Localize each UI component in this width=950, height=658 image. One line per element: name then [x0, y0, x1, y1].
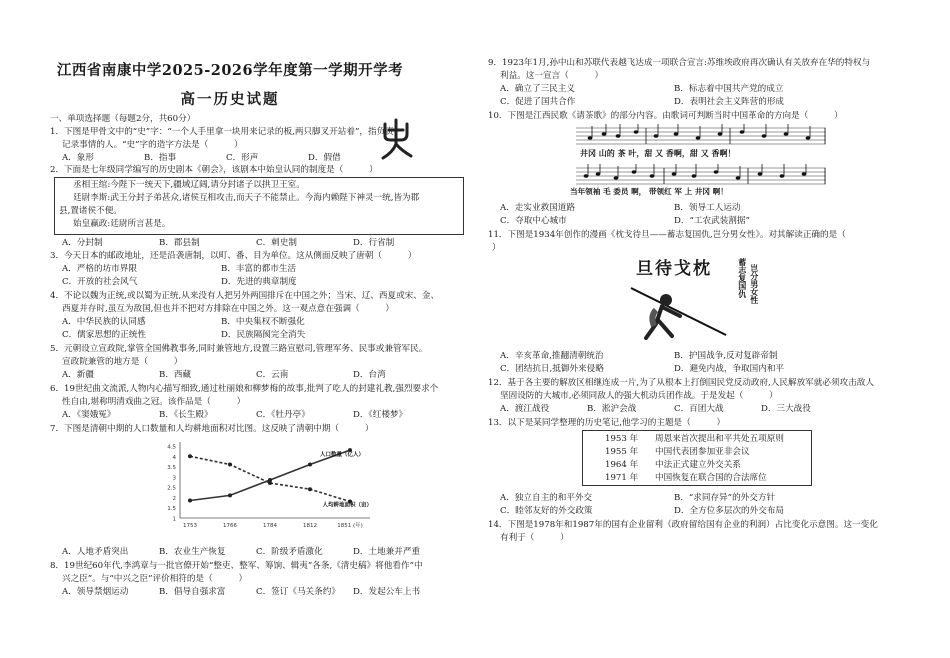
- q9-stem: 9．1923年1月,孙中山和苏联代表越飞达成一项联合宣言:苏维埃政府再次确认有关放弃在华的特权与: [488, 58, 871, 68]
- q10-option-c[interactable]: C．夺取中心城市: [500, 216, 567, 226]
- q5-option-a[interactable]: A．新疆: [62, 370, 94, 380]
- q11-options-2: [488, 363, 848, 376]
- q3-options-2: [50, 276, 380, 289]
- q11-cartoon-side-2: 岂分男女性: [749, 264, 760, 304]
- q10-option-b[interactable]: B．领导工人运动: [674, 203, 741, 213]
- q13-note-event: 中法正式建立外交关系: [655, 460, 741, 470]
- y-tick-label: 1: [172, 516, 176, 523]
- q5-stem-2: 宣政院兼管的地方是（ ）: [62, 357, 183, 367]
- q11-cartoon-side-1: 蓄志复国仇: [737, 258, 748, 298]
- q13-option-b[interactable]: B．“求同存异”的外交方针: [674, 493, 776, 503]
- q13-stem: 13．以下是某同学整理的历史笔记,他学习的主题是（ ）: [488, 418, 726, 428]
- q5-stem: 5．元朝设立宣政院,掌管全国佛教事务,同时兼管地方,设置三路宣慰司,管理军务、民事或兼管军民。: [50, 344, 428, 354]
- q6-option-c[interactable]: C．《牡丹亭》: [256, 410, 310, 420]
- q11-cartoon-banner: 旦待戈枕: [636, 259, 712, 279]
- q1-option-a[interactable]: A．象形: [62, 153, 94, 163]
- q6-stem: 6．19世纪曲文流派,人物内心描写细致,通过杜丽娘和柳梦梅的故事,批判了吃人的封建礼教,强烈要求个: [50, 384, 439, 394]
- q13-note-year: 1955 年: [605, 447, 639, 457]
- q10-lyrics-1: 井冈 山的 茶 叶，甜 又 香啊，甜 又 香啊！: [580, 149, 736, 158]
- series-label: 人口数量（亿人）: [319, 452, 364, 459]
- q11-option-a[interactable]: A．辛亥革命,推翻清朝统治: [500, 351, 604, 361]
- q11-cartoon: [626, 256, 776, 342]
- q6-option-b[interactable]: B．《长生殿》: [159, 410, 213, 420]
- q7-option-c[interactable]: C．阶级矛盾激化: [256, 547, 323, 557]
- q2-option-c[interactable]: C．刺史制: [256, 238, 297, 248]
- x-tick-label: 1851 (年): [337, 523, 363, 529]
- q10-stem: 10．下图是江西民歌《请茶歌》的部分内容。由歌词可判断当时中国革命的方向是（ ）: [488, 111, 843, 121]
- oracle-bone-shi-glyph-icon: [375, 118, 419, 162]
- y-tick-label: 4: [172, 454, 176, 461]
- q12-stem-2: 坚固设防的大城市,必须同敌人的强大机动兵团作战。于是发起（ ）: [500, 391, 778, 401]
- q13-options: [488, 492, 848, 505]
- x-tick-label: 1812: [303, 523, 317, 529]
- q1-stem-2: 记录事情的人。“史”字的造字方法是（ ）: [62, 140, 243, 150]
- q8-options: [50, 586, 450, 599]
- y-tick-label: 1.5: [167, 506, 176, 513]
- q7-option-a[interactable]: A．人地矛盾突出: [62, 547, 129, 557]
- q1-stem: 1．下图是甲骨文中的“史”字：“一个人手里拿一块用来记录的板,两只脚叉开站着”，指负责: [50, 127, 394, 137]
- q2-option-d[interactable]: D．行省制: [353, 238, 395, 248]
- q3-option-a[interactable]: A．严格的坊市界限: [62, 264, 137, 274]
- q5-option-b[interactable]: B．西藏: [159, 370, 192, 380]
- q13-note-event: 中国代表团参加亚非会议: [655, 447, 750, 457]
- y-tick-label: 3: [172, 475, 176, 482]
- q6-stem-2: 性自由,堪称明清戏曲之冠。该作品是（ ）: [62, 397, 246, 407]
- x-tick-label: 1753: [183, 523, 197, 529]
- q10-music-staff-1: [576, 124, 826, 148]
- data-point: [268, 481, 272, 485]
- q8-stem: 8．19世纪60年代,李鸿章与一批官僚开始“整吏、整军、筹饷、辑夷”各条,《清史稿》将他看作“中: [50, 561, 423, 571]
- q6-option-d[interactable]: D．《红楼梦》: [353, 410, 408, 420]
- data-point: [308, 487, 312, 491]
- q13-option-d[interactable]: D．全方位多层次的外交布局: [674, 506, 785, 516]
- q11-soldier-figure-icon: [626, 280, 736, 340]
- q13-option-a[interactable]: A．独立自主的和平外交: [500, 493, 593, 503]
- q11-option-b[interactable]: B．护国战争,反对复辟帝制: [674, 351, 778, 361]
- q8-option-c[interactable]: C．签订《马关条约》: [256, 587, 340, 597]
- data-point: [188, 499, 192, 503]
- q9-stem-2: 利益。这一宣言（ ）: [500, 71, 604, 81]
- y-tick-label: 4.5: [167, 444, 176, 451]
- y-tick-label: 2: [172, 495, 176, 502]
- q9-options-2: [488, 96, 848, 109]
- q7-options: [50, 546, 450, 559]
- q9-option-b[interactable]: B．标志着中国共产党的成立: [674, 84, 784, 94]
- q12-option-d[interactable]: D．三大战役: [761, 404, 811, 414]
- q8-option-b[interactable]: B．倡导自强求富: [159, 587, 226, 597]
- q7-population-chart: [150, 440, 390, 540]
- q8-option-a[interactable]: A．领导禁烟运动: [62, 587, 129, 597]
- q10-music-staff-2: [576, 164, 826, 188]
- q2-script-line: 县,置诸侯不便。: [59, 206, 122, 216]
- q3-option-d[interactable]: D．先进的典章制度: [221, 277, 297, 287]
- q12-options: [488, 403, 848, 416]
- q7-option-b[interactable]: B．农业生产恢复: [159, 547, 226, 557]
- q3-option-c[interactable]: C．开放的社会风气: [62, 277, 138, 287]
- q2-script-line: 丞相王绾:今陛下一统天下,疆域辽阔,请分封诸子以拱卫王室。: [73, 180, 305, 190]
- q13-note-year: 1953 年: [605, 434, 639, 444]
- q14-stem: 14．下图是1978年和1987年的国有企业留利（政府留给国有企业的利润）占比变化示意图。这一变化: [488, 520, 878, 530]
- q13-note-event: 中国恢复在联合国的合法席位: [655, 473, 767, 483]
- q8-stem-2: 兴之臣”。与“中兴之臣”评价相符的是（ ）: [62, 574, 248, 584]
- q2-options: [50, 237, 450, 250]
- series-label: 人均耕地面积（亩）: [322, 502, 372, 509]
- q10-options-2: [488, 215, 848, 228]
- q2-script-box: [54, 177, 464, 235]
- q12-option-a[interactable]: A．渡江战役: [500, 404, 550, 414]
- q10-options: [488, 202, 848, 215]
- y-tick-label: 3.5: [167, 465, 176, 472]
- q12-stem: 12．基于各主要的解放区相继连成一片,为了从根本上打倒国民党反动政府,人民解放军就必须攻击敌人: [488, 378, 874, 388]
- q11-options: [488, 350, 848, 363]
- q10-option-a[interactable]: A．走实业救国道路: [500, 203, 575, 213]
- section-heading: 一、单项选择题（每题2分，共60分）: [50, 114, 196, 124]
- q2-script-line: 廷尉李斯:武王分封子弟甚众,诸侯互相攻击,而天子不能禁止。今海内赖陛下神灵一统,皆为郡: [73, 193, 420, 203]
- q2-option-a[interactable]: A．分封制: [62, 238, 103, 248]
- q11-option-d[interactable]: D．避免内战，争取国内和平: [674, 364, 785, 374]
- q4-stem: 4．不论以魏为正统,或以蜀为正统,从来没有人把另外两国排斥在中国之外；当宋、辽、西夏或宋、金、: [50, 291, 440, 301]
- y-tick-label: 2.5: [167, 485, 176, 492]
- q11-stem-2: ）: [492, 243, 501, 253]
- exam-subtitle: 高一历史试题: [180, 91, 280, 108]
- q9-option-d[interactable]: D．表明社会主义阵营的形成: [674, 97, 785, 107]
- q4-options: [50, 316, 380, 329]
- x-tick-label: 1784: [263, 523, 277, 529]
- q9-option-c[interactable]: C．促进了国共合作: [500, 97, 576, 107]
- q5-option-d[interactable]: D．台湾: [353, 370, 386, 380]
- q6-option-a[interactable]: A．《窦娥冤》: [62, 410, 116, 420]
- data-point: [308, 463, 312, 467]
- exam-title: 江西省南康中学2025-2026学年度第一学期开学考: [56, 62, 404, 79]
- q6-options: [50, 409, 450, 422]
- q12-option-b[interactable]: B．淞沪会战: [587, 404, 637, 414]
- q13-notes-box: [582, 430, 812, 486]
- q11-option-c[interactable]: C．团结抗日,抵御外来侵略: [500, 364, 604, 374]
- q7-option-d[interactable]: D．土地兼并严重: [353, 547, 421, 557]
- data-point: [188, 454, 192, 458]
- q1-option-b[interactable]: B．指事: [144, 153, 177, 163]
- q7-stem: 7．下图是清朝中期的人口数量和人均耕地面积对比图。这反映了清朝中期（ ）: [50, 424, 374, 434]
- q4-options-2: [50, 329, 380, 342]
- q12-option-c[interactable]: C．百团大战: [674, 404, 724, 414]
- x-tick-label: 1766: [223, 523, 237, 529]
- q2-option-b[interactable]: B．郡县制: [159, 238, 200, 248]
- q9-options: [488, 83, 848, 96]
- q2-stem: 2．下面是七年级同学编写的历史剧本《朝会》，该剧本中始皇认同的制度是（ ）: [50, 165, 378, 175]
- q3-options: [50, 263, 380, 276]
- q4-stem-2: 西夏并存时,虽互为敌国,但也并不把对方排除在中国之外。这一观点意在强调（ ）: [62, 304, 395, 314]
- q1-option-c[interactable]: C．形声: [226, 153, 259, 163]
- q4-option-c[interactable]: C．儒家思想的正统性: [62, 330, 146, 340]
- q13-option-c[interactable]: C．睦邻友好的外交政策: [500, 506, 593, 516]
- q10-option-d[interactable]: D．“工农武装割据”: [674, 216, 750, 226]
- q13-options-2: [488, 505, 848, 518]
- q5-options: [50, 369, 450, 382]
- q13-note-year: 1971 年: [605, 473, 639, 483]
- q5-option-c[interactable]: C．云南: [256, 370, 289, 380]
- q2-script-line: 始皇赢政:廷尉所言甚是。: [73, 219, 171, 229]
- q9-option-a[interactable]: A．确立了三民主义: [500, 84, 575, 94]
- data-point: [228, 493, 232, 497]
- q11-stem: 11．下图是1934年创作的漫画《枕戈待旦——蓄志复国仇,岂分男女性》。对其解读正确的是（: [488, 230, 846, 240]
- q1-option-d[interactable]: D．假借: [308, 153, 341, 163]
- q14-stem-2: 有利于（ ）: [500, 533, 569, 543]
- q4-option-a[interactable]: A．中华民族的认同感: [62, 317, 146, 327]
- q13-note-event: 周恩来首次提出和平共处五项原则: [655, 434, 784, 444]
- data-point: [228, 463, 232, 467]
- q13-note-year: 1964 年: [605, 460, 639, 470]
- q3-option-b[interactable]: B．丰富的都市生活: [221, 264, 297, 274]
- q8-option-d[interactable]: D．发起公车上书: [353, 587, 421, 597]
- q4-option-b[interactable]: B．中央集权不断强化: [221, 317, 305, 327]
- q10-lyrics-2: 当年领袖 毛 委员 啊， 带领红 军 上 井冈 啊！: [570, 187, 728, 196]
- q4-option-d[interactable]: D．民族隔阂完全消失: [221, 330, 306, 340]
- q3-stem: 3．今天日本的邮政地址，还是沿袭唐制，以町、番、目为单位。这从侧面反映了唐朝（ ）: [50, 251, 417, 261]
